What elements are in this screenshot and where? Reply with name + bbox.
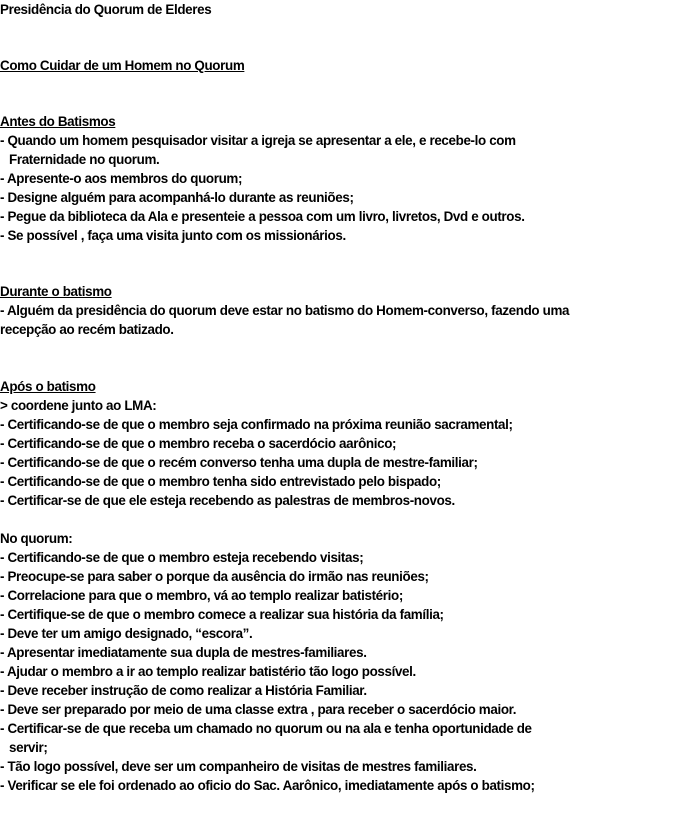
- list-item-continuation: recepção ao recém batizado.: [0, 322, 174, 337]
- list-item: - Pegue da biblioteca da Ala e presenteie a pessoa com um livro, livretos, Dvd e outros.: [0, 209, 525, 224]
- list-item: - Alguém da presidência do quorum deve estar no batismo do Homem-converso, fazendo uma: [0, 303, 570, 318]
- list-item: - Apresente-o aos membros do quorum;: [0, 171, 243, 186]
- list-item: - Certificar-se de que ele esteja recebendo as palestras de membros-novos.: [0, 493, 455, 508]
- list-item-continuation: Fraternidade no quorum.: [9, 152, 160, 167]
- list-item: - Designe alguém para acompanhá-lo durante as reuniões;: [0, 190, 354, 205]
- document-title: Presidência do Quorum de Elderes: [0, 2, 212, 17]
- list-item: > coordene junto ao LMA:: [0, 398, 157, 413]
- list-item: - Certificando-se de que o membro esteja recebendo visitas;: [0, 550, 364, 565]
- list-item: - Quando um homem pesquisador visitar a igreja se apresentar a ele, e recebe-lo com: [0, 133, 516, 148]
- section-heading: Após o batismo: [0, 379, 96, 394]
- list-item: - Certificando-se de que o membro seja confirmado na próxima reunião sacramental;: [0, 417, 513, 432]
- list-item: - Se possível , faça uma visita junto com os missionários.: [0, 228, 346, 243]
- list-item: - Verificar se ele foi ordenado ao oficio do Sac. Aarônico, imediatamente após o batismo;: [0, 778, 535, 793]
- section-heading: Durante o batismo: [0, 284, 112, 299]
- list-item: - Certificar-se de que receba um chamado no quorum ou na ala e tenha oportunidade de: [0, 721, 532, 736]
- list-item: - Deve ser preparado por meio de uma classe extra , para receber o sacerdócio maior.: [0, 702, 517, 717]
- list-item: - Certificando-se de que o membro tenha sido entrevistado pelo bispado;: [0, 474, 441, 489]
- section-heading: Antes do Batismos: [0, 114, 116, 129]
- document-subtitle: Como Cuidar de um Homem no Quorum: [0, 58, 245, 73]
- list-item: - Certificando-se de que o membro receba o sacerdócio aarônico;: [0, 436, 397, 451]
- list-item: - Certifique-se de que o membro comece a realizar sua história da família;: [0, 607, 444, 622]
- list-item: - Tão logo possível, deve ser um companheiro de visitas de mestres familiares.: [0, 759, 477, 774]
- list-item: - Deve receber instrução de como realizar a História Familiar.: [0, 683, 367, 698]
- list-item: - Certificando-se de que o recém converso tenha uma dupla de mestre-familiar;: [0, 455, 478, 470]
- list-item: - Ajudar o membro a ir ao templo realizar batistério tão logo possível.: [0, 664, 416, 679]
- list-item-continuation: servir;: [9, 740, 48, 755]
- list-item: - Apresentar imediatamente sua dupla de mestres-familiares.: [0, 645, 367, 660]
- list-item: - Deve ter um amigo designado, “escora”.: [0, 626, 253, 641]
- section-heading: No quorum:: [0, 531, 73, 546]
- list-item: - Preocupe-se para saber o porque da ausência do irmão nas reuniões;: [0, 569, 429, 584]
- list-item: - Correlacione para que o membro, vá ao templo realizar batistério;: [0, 588, 403, 603]
